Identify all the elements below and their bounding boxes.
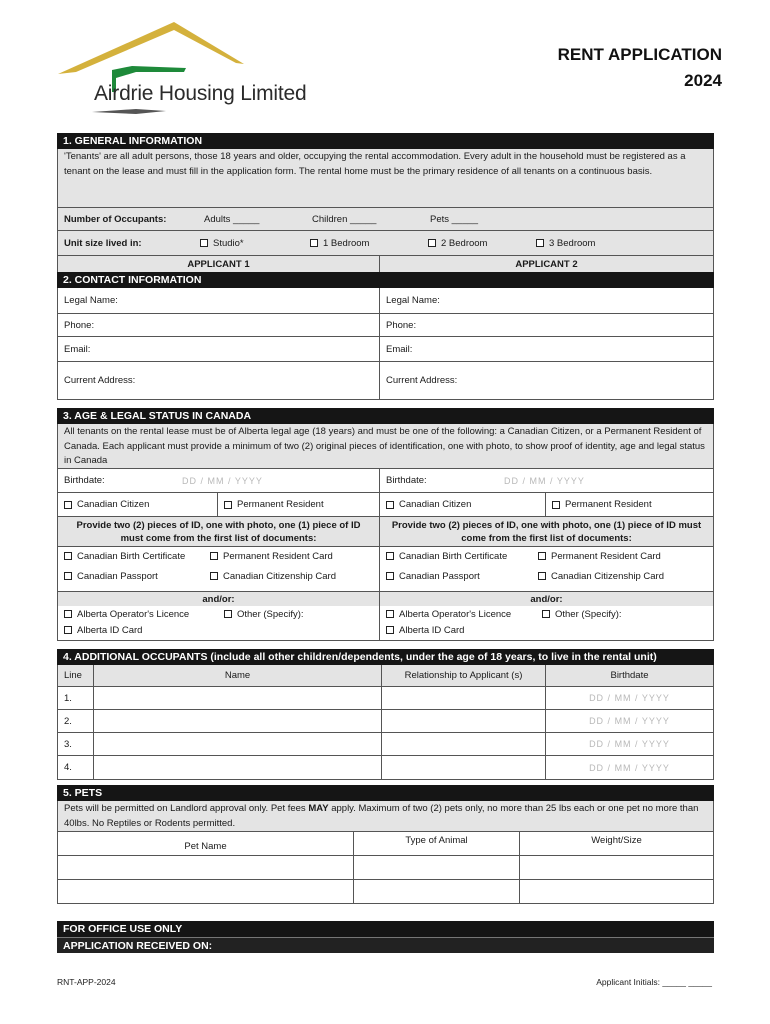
checkbox-icon[interactable] <box>310 239 318 247</box>
checkbox-icon[interactable] <box>386 572 394 580</box>
checkbox-icon[interactable] <box>64 572 72 580</box>
id-instruction-row <box>57 517 714 547</box>
email-field-2[interactable]: Email: <box>386 343 413 355</box>
doc-label: Canadian Passport <box>399 571 480 582</box>
primary-docs-1 <box>58 547 380 591</box>
section-4-heading: 4. ADDITIONAL OCCUPANTS (include all other children/dependents, under the age of 18 years, to live in the rental unit) <box>57 649 714 665</box>
section-1-intro: 'Tenants' are all adult persons, those 18 years and older, occupying the rental accommodation. Every adult in the household must be registered as a tenant on the lease and must fill in the application form. The rental home must be the primary residence of all tenants on a continuous basis. <box>57 149 714 207</box>
unit-size-row <box>57 231 714 256</box>
col-name: Name <box>94 665 382 686</box>
application-form <box>57 133 714 953</box>
date-placeholder: DD / MM / YYYY <box>589 716 670 726</box>
phone-field-2[interactable]: Phone: <box>386 319 417 331</box>
doc-other[interactable] <box>224 607 364 623</box>
birthdate-label: Birthdate: <box>386 475 427 486</box>
checkbox-icon[interactable] <box>210 572 218 580</box>
birthdate-label: Birthdate: <box>64 475 105 486</box>
doc-label: Canadian Citizenship Card <box>551 571 665 582</box>
doc-label: Alberta ID Card <box>77 625 143 636</box>
birthdate-field-2[interactable] <box>380 469 713 492</box>
col-pet-name: Pet Name <box>58 832 354 855</box>
col-birthdate: Birthdate <box>610 670 649 681</box>
checkbox-icon[interactable] <box>64 610 72 618</box>
section-2-heading: 2. CONTACT INFORMATION <box>57 272 714 288</box>
occupants-row <box>57 207 714 231</box>
unit-option-studio[interactable] <box>194 231 304 255</box>
occupant-relationship-field[interactable] <box>382 687 546 709</box>
id-instruction-1: Provide two (2) pieces of ID, one with photo, one (1) piece of ID must come from the first list of documents: <box>58 517 380 546</box>
date-placeholder: DD / MM / YYYY <box>182 475 263 486</box>
occupant-birthdate-field[interactable] <box>546 710 713 732</box>
doc-label: Canadian Birth Certificate <box>77 551 186 562</box>
checkbox-icon[interactable] <box>552 501 560 509</box>
primary-docs-row <box>57 547 714 591</box>
line-number: 3. <box>58 733 94 755</box>
doc-label: Alberta Operator's Licence <box>77 609 190 620</box>
secondary-docs-row <box>57 606 714 641</box>
resident-option-1[interactable] <box>218 493 380 516</box>
org-name: Airdrie Housing Limited <box>94 82 307 105</box>
checkbox-icon[interactable] <box>64 626 72 634</box>
roof-logo-icon <box>56 16 346 122</box>
unit-option-3-bedroom[interactable] <box>530 231 640 255</box>
checkbox-icon[interactable] <box>200 239 208 247</box>
section-3-heading: 3. AGE & LEGAL STATUS IN CANADA <box>57 408 714 424</box>
doc-label: Canadian Citizenship Card <box>223 571 337 582</box>
applicant-initials[interactable]: Applicant Initials: _____ _____ <box>596 977 712 987</box>
doc-label: Other (Specify): <box>237 609 304 620</box>
col-relationship: Relationship to Applicant (s) <box>382 665 546 686</box>
col-line: Line <box>58 665 94 686</box>
pet-name-field[interactable] <box>58 880 354 903</box>
occupant-relationship-field[interactable] <box>382 756 546 779</box>
occupant-relationship-field[interactable] <box>382 733 546 755</box>
citizen-label: Canadian Citizen <box>77 499 150 510</box>
legal-name-field-1[interactable]: Legal Name: <box>58 288 380 313</box>
checkbox-icon[interactable] <box>210 552 218 560</box>
pets-intro-text: apply. Maximum of two (2) pets only, no more than 25 lbs each or one pet no more than 40lbs. No Reptiles or Rodents permitted. <box>64 803 699 829</box>
checkbox-icon[interactable] <box>428 239 436 247</box>
date-placeholder: DD / MM / YYYY <box>589 762 670 773</box>
citizen-option-1[interactable] <box>58 493 218 516</box>
doc-birth-certificate[interactable] <box>64 549 210 569</box>
occupant-name-field[interactable] <box>94 687 382 709</box>
occupant-row <box>57 687 714 710</box>
pet-name-field[interactable] <box>58 856 354 879</box>
occupant-birthdate-field[interactable] <box>546 733 713 755</box>
checkbox-icon[interactable] <box>64 501 72 509</box>
logo <box>56 16 346 122</box>
resident-label: Permanent Resident <box>237 499 324 510</box>
unit-option-1-bedroom[interactable] <box>304 231 422 255</box>
resident-label: Permanent Resident <box>565 499 652 510</box>
occupant-name-field[interactable] <box>94 733 382 755</box>
checkbox-icon[interactable] <box>536 239 544 247</box>
adults-field[interactable]: Adults _____ <box>204 213 260 225</box>
checkbox-icon[interactable] <box>542 610 550 618</box>
line-number: 1. <box>58 687 94 709</box>
address-row <box>57 362 714 400</box>
secondary-docs-1 <box>58 606 380 640</box>
email-row <box>57 337 714 362</box>
and-or-row <box>57 591 714 606</box>
doc-birth-certificate[interactable] <box>386 549 538 569</box>
pets-field[interactable]: Pets _____ <box>430 213 479 225</box>
checkbox-icon[interactable] <box>224 610 232 618</box>
doc-id-card[interactable] <box>386 623 542 639</box>
doc-label: Other (Specify): <box>555 609 622 620</box>
legal-name-field-2[interactable]: Legal Name: <box>386 295 440 306</box>
page-title <box>558 42 722 94</box>
doc-label: Alberta ID Card <box>399 625 465 636</box>
checkbox-icon[interactable] <box>538 572 546 580</box>
occupant-row <box>57 733 714 756</box>
doc-label: Permanent Resident Card <box>223 551 333 562</box>
pets-header-row <box>57 831 714 856</box>
pet-row <box>57 856 714 880</box>
birthdate-row <box>57 468 714 493</box>
id-instruction-2: Provide two (2) pieces of ID, one with photo, one (1) piece of ID must come from the first list of documents: <box>391 519 702 544</box>
occupants-header-row <box>57 665 714 687</box>
children-field[interactable]: Children _____ <box>312 213 377 225</box>
col-animal-type: Type of Animal <box>354 832 520 855</box>
secondary-docs-2 <box>380 606 713 640</box>
legal-name-row <box>57 288 714 314</box>
checkbox-icon[interactable] <box>386 626 394 634</box>
date-placeholder: DD / MM / YYYY <box>589 693 670 703</box>
doc-citizenship-card[interactable] <box>210 569 368 589</box>
citizen-label: Canadian Citizen <box>399 499 472 510</box>
doc-label: Canadian Birth Certificate <box>399 551 508 562</box>
and-or-2: and/or: <box>530 593 563 605</box>
pet-row <box>57 880 714 904</box>
unit-option-label: 2 Bedroom <box>441 237 488 249</box>
unit-option-label: 3 Bedroom <box>549 237 596 249</box>
doc-operator-licence[interactable] <box>386 607 542 623</box>
address-field-2[interactable]: Current Address: <box>386 375 458 386</box>
occupant-name-field[interactable] <box>94 710 382 732</box>
pet-type-field[interactable] <box>354 880 520 903</box>
date-placeholder: DD / MM / YYYY <box>589 739 670 749</box>
doc-label: Permanent Resident Card <box>551 551 661 562</box>
doc-passport[interactable] <box>386 569 538 589</box>
pet-weight-field[interactable] <box>520 856 713 879</box>
section-5-intro <box>57 801 714 831</box>
unit-option-label: Studio* <box>213 237 244 249</box>
checkbox-icon[interactable] <box>386 610 394 618</box>
pet-type-field[interactable] <box>354 856 520 879</box>
pets-intro-emphasis: MAY <box>308 803 329 814</box>
checkbox-icon[interactable] <box>386 552 394 560</box>
status-row <box>57 493 714 517</box>
phone-field-1[interactable]: Phone: <box>58 314 380 336</box>
applicant-2-heading: APPLICANT 2 <box>515 258 578 270</box>
line-number: 2. <box>58 710 94 732</box>
address-field-1[interactable]: Current Address: <box>58 362 380 399</box>
checkbox-icon[interactable] <box>538 552 546 560</box>
and-or-1: and/or: <box>58 592 380 606</box>
phone-row <box>57 314 714 337</box>
application-received-field: APPLICATION RECEIVED ON: <box>57 937 714 953</box>
doc-operator-licence[interactable] <box>64 607 224 623</box>
occupant-row <box>57 756 714 780</box>
line-number: 4. <box>58 756 94 779</box>
pet-weight-field[interactable] <box>520 880 713 903</box>
email-field-1[interactable]: Email: <box>58 337 380 361</box>
citizen-option-2[interactable] <box>380 493 546 516</box>
applicant-1-heading: APPLICANT 1 <box>58 256 380 272</box>
pets-intro-text: Pets will be permitted on Landlord approval only. Pet fees <box>64 803 309 814</box>
occupants-label: Number of Occupants: <box>64 213 167 225</box>
doc-passport[interactable] <box>64 569 210 589</box>
doc-citizenship-card[interactable] <box>538 569 698 589</box>
unit-option-2-bedroom[interactable] <box>422 231 530 255</box>
checkbox-icon[interactable] <box>64 552 72 560</box>
occupant-row <box>57 710 714 733</box>
birthdate-field-1[interactable] <box>58 469 380 492</box>
doc-other[interactable] <box>542 607 692 623</box>
resident-option-2[interactable] <box>546 493 713 516</box>
col-weight: Weight/Size <box>591 835 642 846</box>
applicant-header-row <box>57 256 714 272</box>
doc-pr-card[interactable] <box>210 549 368 569</box>
checkbox-icon[interactable] <box>386 501 394 509</box>
section-1-heading: 1. GENERAL INFORMATION <box>57 133 714 149</box>
occupant-birthdate-field[interactable] <box>546 687 713 709</box>
section-3-intro: All tenants on the rental lease must be of Alberta legal age (18 years) and must be one of the following: a Canadian Citizen, or a Permanent Resident of Canada. Each applicant must provide a minimum of two (2) original pieces of identification, one with photo, to show proof of identity, age and legal status in Canada <box>57 424 714 468</box>
unit-size-label: Unit size lived in: <box>64 237 142 249</box>
unit-option-label: 1 Bedroom <box>323 237 370 249</box>
occupant-birthdate-field[interactable] <box>546 756 713 779</box>
doc-id-card[interactable] <box>64 623 224 639</box>
doc-label: Alberta Operator's Licence <box>399 609 512 620</box>
section-5-heading: 5. PETS <box>57 785 714 801</box>
primary-docs-2 <box>380 547 713 591</box>
doc-label: Canadian Passport <box>77 571 158 582</box>
doc-pr-card[interactable] <box>538 549 698 569</box>
checkbox-icon[interactable] <box>224 501 232 509</box>
office-use-heading: FOR OFFICE USE ONLY <box>57 921 714 937</box>
date-placeholder: DD / MM / YYYY <box>504 475 585 486</box>
occupant-name-field[interactable] <box>94 756 382 779</box>
title-line-2: 2024 <box>684 71 722 90</box>
occupant-relationship-field[interactable] <box>382 710 546 732</box>
form-code: RNT-APP-2024 <box>57 977 116 987</box>
title-line-1: RENT APPLICATION <box>557 45 722 64</box>
